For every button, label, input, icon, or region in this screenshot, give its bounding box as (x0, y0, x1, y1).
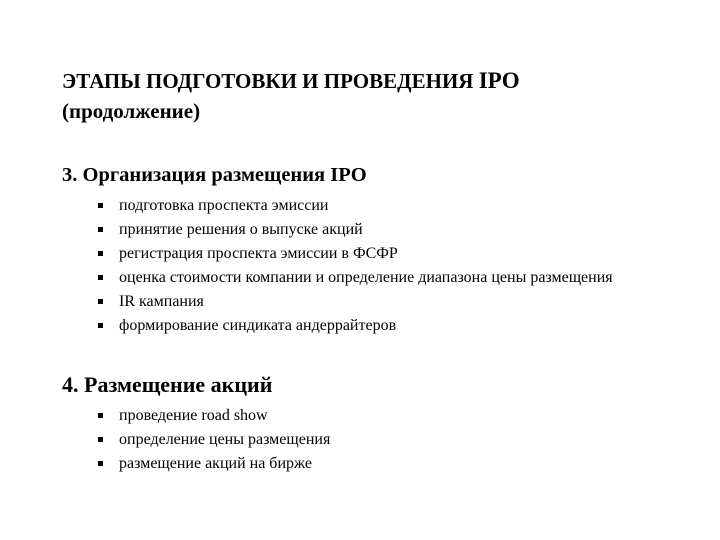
title-line-1-text: ЭТАПЫ ПОДГОТОВКИ И ПРОВЕДЕНИЯ (62, 69, 474, 93)
list-item (98, 266, 658, 290)
list-item (98, 194, 658, 218)
list-item (98, 218, 658, 242)
list-item (98, 314, 658, 338)
list-item-text: регистрация проспекта эмиссии в ФСФР (119, 245, 398, 262)
list-item (98, 428, 658, 452)
section-4-list (98, 404, 658, 476)
square-bullet-icon (98, 227, 103, 232)
list-item-text: подготовка проспекта эмиссии (119, 197, 329, 214)
list-item-text: размещение акций на бирже (119, 455, 312, 472)
title-line-1 (62, 69, 520, 93)
list-item (98, 404, 658, 428)
section-3-list (98, 194, 658, 338)
list-item (98, 290, 658, 314)
section-heading-4: 4. Размещение акций (62, 372, 273, 397)
square-bullet-icon (98, 437, 103, 442)
list-item-text: проведение road show (119, 407, 268, 424)
square-bullet-icon (98, 275, 103, 280)
page-title (62, 66, 702, 126)
list-item-text: принятие решения о выпуске акций (119, 221, 363, 238)
list-item (98, 242, 658, 266)
square-bullet-icon (98, 251, 103, 256)
title-ipo: IPO (478, 68, 520, 93)
square-bullet-icon (98, 323, 103, 328)
square-bullet-icon (98, 413, 103, 418)
list-item-text: формирование синдиката андеррайтеров (119, 317, 397, 334)
square-bullet-icon (98, 299, 103, 304)
title-line-2: (продолжение) (62, 99, 201, 123)
square-bullet-icon (98, 203, 103, 208)
list-item-text: оценка стоимости компании и определение диапазона цены размещения (119, 269, 613, 286)
section-heading-3: 3. Организация размещения IPO (62, 164, 367, 186)
list-item-text: определение цены размещения (119, 431, 331, 448)
square-bullet-icon (98, 461, 103, 466)
list-item-text: IR кампания (119, 293, 204, 310)
list-item (98, 452, 658, 476)
